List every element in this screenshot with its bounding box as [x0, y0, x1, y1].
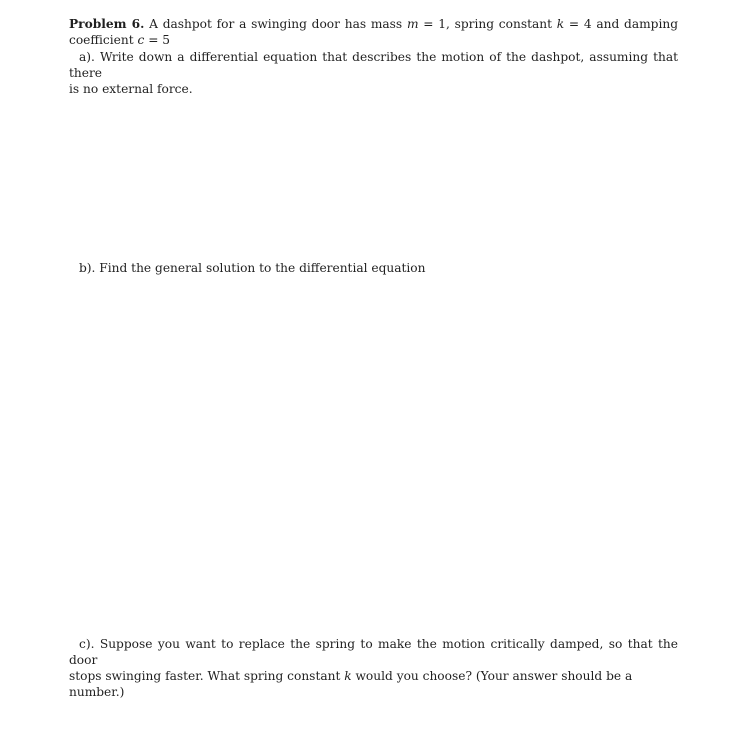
mass-value: = 1, spring constant [418, 17, 557, 31]
part-c-line-2-start: stops swinging faster. What spring constant [69, 669, 345, 683]
coefficient-label: coefficient [69, 33, 138, 47]
damping-value: = 5 [144, 33, 171, 47]
part-c [69, 636, 678, 700]
part-b-text: b). Find the general solution to the differential equation [79, 261, 426, 275]
part-c-line-2 [69, 668, 678, 700]
problem-intro: A dashpot for a swinging door has mass [149, 17, 403, 31]
part-c-line-1: c). Suppose you want to replace the spring to make the motion critically damped, so that the door [69, 637, 678, 667]
spring-value: = 4 and damping [564, 17, 679, 31]
part-a-line-1: a). Write down a differential equation that describes the motion of the dashpot, assuming that there [69, 50, 678, 80]
damping-variable: c [137, 33, 145, 47]
problem-line-2 [69, 32, 678, 48]
part-c-spring-variable: k [344, 669, 352, 683]
problem-statement [69, 16, 678, 48]
part-a [69, 49, 678, 97]
part-c-line-2-end: would you choose? (Your answer should be a number.) [69, 669, 633, 699]
part-a-line-2: is no external force. [69, 82, 193, 96]
problem-heading: Problem 6. [69, 17, 145, 31]
spring-variable: k [556, 17, 565, 31]
mass-variable: m [406, 17, 419, 31]
part-b [69, 260, 678, 276]
problem-line-1 [69, 16, 678, 32]
